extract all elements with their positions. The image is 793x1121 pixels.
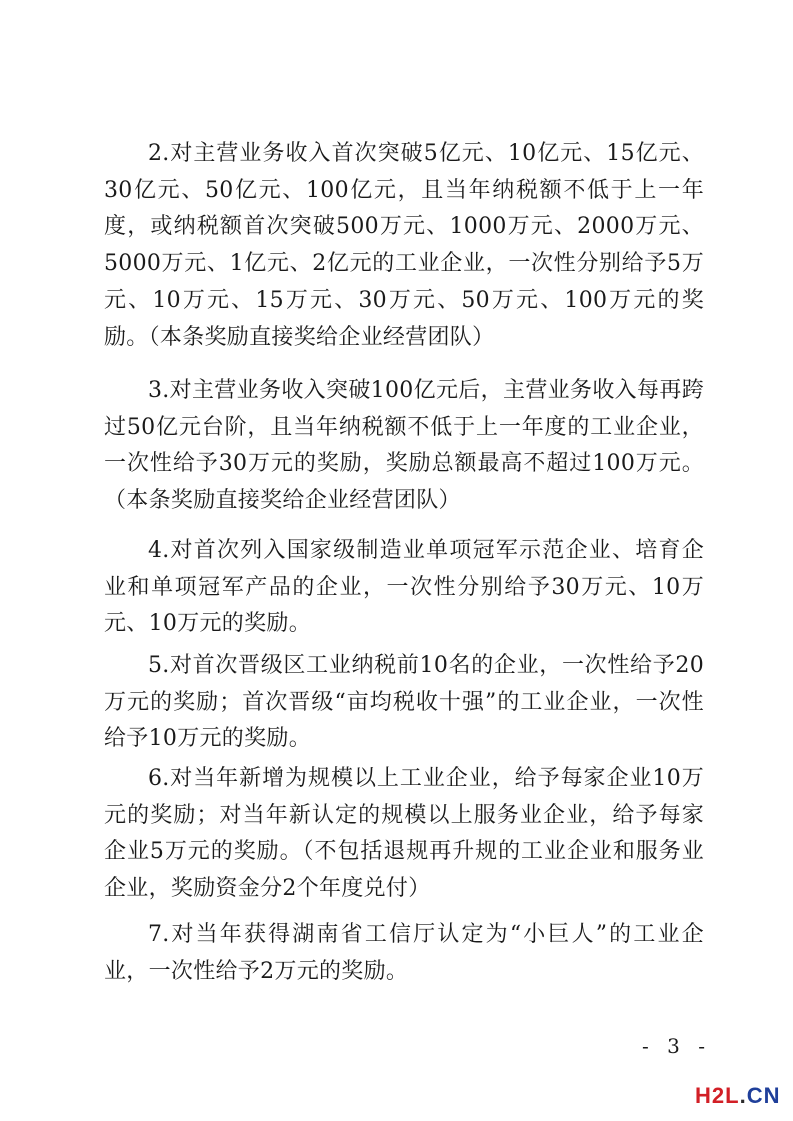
paragraph-item-5: 5.对首次晋级区工业纳税前10名的企业，一次性给予20万元的奖励；首次晋级“亩均税收十强”的工业企业，一次性给予10万元的奖励。 [104,653,704,752]
paragraph-item-3: 3.对主营业务收入突破100亿元后，主营业务收入每再跨过50亿元台阶，且当年纳税额不低于上一年度的工业企业，一次性给予30万元的奖励，奖励总额最高不超过100万元。（本条奖励直接奖给企业经营团队） [104,378,704,514]
watermark-dot: . [739,1083,747,1108]
paragraph-item-2: 2.对主营业务收入首次突破5亿元、10亿元、15亿元、30亿元、50亿元、100亿元，且当年纳税额不低于上一年度，或纳税额首次突破500万元、1000万元、2000万元、5000万元、1亿元、2亿元的工业企业，一次性分别给予5万元、10万元、15万元、30万元、50万元、100万元的奖励。（本条奖励直接奖给企业经营团队） [104,141,704,350]
paragraph-item-4: 4.对首次列入国家级制造业单项冠军示范企业、培育企业和单项冠军产品的企业，一次性分别给予30万元、10万元、10万元的奖励。 [104,538,704,637]
watermark-letter-l: L [725,1083,740,1108]
watermark-letter-h: H [695,1083,712,1108]
watermark-cn: CN [746,1083,781,1108]
site-watermark-logo [695,1083,781,1109]
watermark-digit-2: 2 [711,1083,726,1108]
page-number: - 3 - [642,1034,711,1058]
paragraph-item-6: 6.对当年新增为规模以上工业企业，给予每家企业10万元的奖励；对当年新认定的规模以上服务业企业，给予每家企业5万元的奖励。（不包括退规再升规的工业企业和服务业企业，奖励资金分2个年度兑付） [104,766,704,902]
paragraph-item-7: 7.对当年获得湖南省工信厅认定为“小巨人”的工业企业，一次性给予2万元的奖励。 [104,922,704,984]
